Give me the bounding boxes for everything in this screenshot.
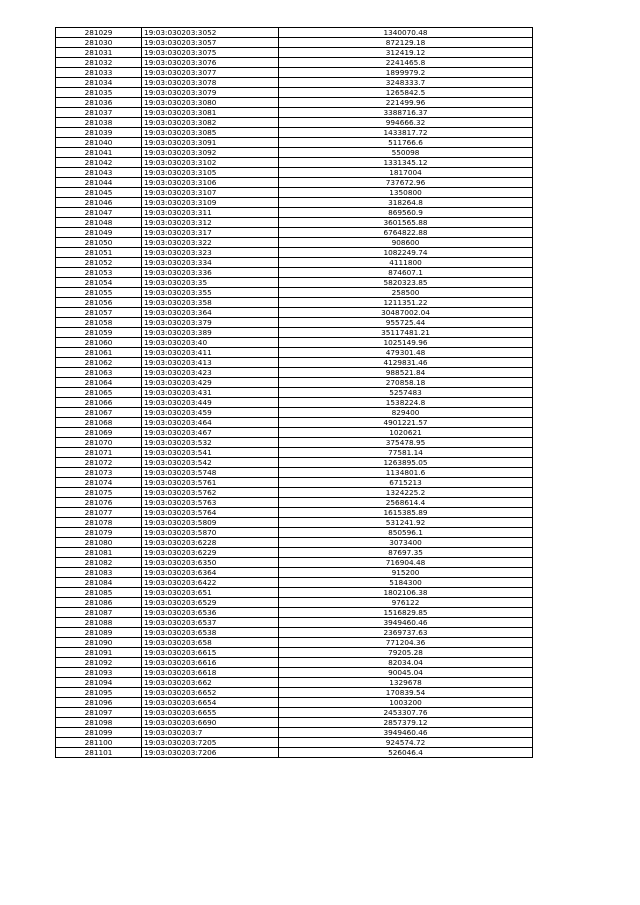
table-row [56, 188, 533, 198]
table-row [56, 518, 533, 528]
cadastral-number-cell: 19:03:030203:6616 [142, 658, 279, 668]
table-row [56, 248, 533, 258]
cadastral-number-cell: 19:03:030203:3109 [142, 198, 279, 208]
cadastral-number-cell: 19:03:030203:542 [142, 458, 279, 468]
cadastral-number-cell: 19:03:030203:6228 [142, 538, 279, 548]
value-cell: 3248333.7 [279, 78, 533, 88]
table-row [56, 688, 533, 698]
cadastral-number-cell: 19:03:030203:6615 [142, 648, 279, 658]
row-number-cell: 281044 [56, 178, 142, 188]
table-row [56, 538, 533, 548]
cadastral-number-cell: 19:03:030203:429 [142, 378, 279, 388]
value-cell: 6764822.88 [279, 228, 533, 238]
row-number-cell: 281064 [56, 378, 142, 388]
table-row [56, 368, 533, 378]
value-cell: 1802106.38 [279, 588, 533, 598]
row-number-cell: 281067 [56, 408, 142, 418]
cadastral-number-cell: 19:03:030203:40 [142, 338, 279, 348]
table-row [56, 178, 533, 188]
value-cell: 2453307.76 [279, 708, 533, 718]
row-number-cell: 281051 [56, 248, 142, 258]
table-row [56, 318, 533, 328]
value-cell: 829400 [279, 408, 533, 418]
row-number-cell: 281073 [56, 468, 142, 478]
row-number-cell: 281041 [56, 148, 142, 158]
table-row [56, 148, 533, 158]
cadastral-number-cell: 19:03:030203:467 [142, 428, 279, 438]
cadastral-number-cell: 19:03:030203:3057 [142, 38, 279, 48]
cadastral-number-cell: 19:03:030203:3082 [142, 118, 279, 128]
row-number-cell: 281075 [56, 488, 142, 498]
value-cell: 170839.54 [279, 688, 533, 698]
table-row [56, 628, 533, 638]
cadastral-number-cell: 19:03:030203:651 [142, 588, 279, 598]
cadastral-number-cell: 19:03:030203:658 [142, 638, 279, 648]
table-row [56, 678, 533, 688]
table-row [56, 648, 533, 658]
cadastral-number-cell: 19:03:030203:3106 [142, 178, 279, 188]
cadastral-number-cell: 19:03:030203:3075 [142, 48, 279, 58]
row-number-cell: 281076 [56, 498, 142, 508]
table-row [56, 608, 533, 618]
cadastral-number-cell: 19:03:030203:532 [142, 438, 279, 448]
row-number-cell: 281081 [56, 548, 142, 558]
value-cell: 6715213 [279, 478, 533, 488]
cadastral-number-cell: 19:03:030203:379 [142, 318, 279, 328]
cadastral-number-cell: 19:03:030203:411 [142, 348, 279, 358]
row-number-cell: 281034 [56, 78, 142, 88]
table-row [56, 658, 533, 668]
value-cell: 1433817.72 [279, 128, 533, 138]
table-row [56, 408, 533, 418]
cadastral-number-cell: 19:03:030203:3102 [142, 158, 279, 168]
cadastral-number-cell: 19:03:030203:6654 [142, 698, 279, 708]
row-number-cell: 281083 [56, 568, 142, 578]
cadastral-number-cell: 19:03:030203:6536 [142, 608, 279, 618]
value-cell: 3949460.46 [279, 728, 533, 738]
row-number-cell: 281093 [56, 668, 142, 678]
row-number-cell: 281077 [56, 508, 142, 518]
cadastral-number-cell: 19:03:030203:459 [142, 408, 279, 418]
cadastral-number-cell: 19:03:030203:5748 [142, 468, 279, 478]
row-number-cell: 281038 [56, 118, 142, 128]
value-cell: 90045.04 [279, 668, 533, 678]
value-cell: 526046.4 [279, 748, 533, 758]
value-cell: 82034.04 [279, 658, 533, 668]
row-number-cell: 281055 [56, 288, 142, 298]
value-cell: 716904.48 [279, 558, 533, 568]
table-row [56, 88, 533, 98]
row-number-cell: 281040 [56, 138, 142, 148]
table-row [56, 578, 533, 588]
value-cell: 221499.96 [279, 98, 533, 108]
row-number-cell: 281060 [56, 338, 142, 348]
value-cell: 258500 [279, 288, 533, 298]
value-cell: 1329678 [279, 678, 533, 688]
value-cell: 5820323.85 [279, 278, 533, 288]
cadastral-number-cell: 19:03:030203:662 [142, 678, 279, 688]
row-number-cell: 281042 [56, 158, 142, 168]
table-row [56, 618, 533, 628]
cadastral-number-cell: 19:03:030203:3105 [142, 168, 279, 178]
cadastral-number-cell: 19:03:030203:5763 [142, 498, 279, 508]
table-row [56, 638, 533, 648]
table-row [56, 238, 533, 248]
table-row [56, 338, 533, 348]
value-cell: 737672.96 [279, 178, 533, 188]
value-cell: 1082249.74 [279, 248, 533, 258]
cadastral-number-cell: 19:03:030203:3092 [142, 148, 279, 158]
row-number-cell: 281033 [56, 68, 142, 78]
value-cell: 3949460.46 [279, 618, 533, 628]
table-row [56, 528, 533, 538]
table-row [56, 438, 533, 448]
table-row [56, 208, 533, 218]
row-number-cell: 281066 [56, 398, 142, 408]
table-row [56, 118, 533, 128]
row-number-cell: 281085 [56, 588, 142, 598]
row-number-cell: 281035 [56, 88, 142, 98]
value-cell: 4111800 [279, 258, 533, 268]
table-row [56, 698, 533, 708]
value-cell: 955725.44 [279, 318, 533, 328]
cadastral-number-cell: 19:03:030203:7206 [142, 748, 279, 758]
row-number-cell: 281050 [56, 238, 142, 248]
row-number-cell: 281049 [56, 228, 142, 238]
value-cell: 479301.48 [279, 348, 533, 358]
row-number-cell: 281048 [56, 218, 142, 228]
value-cell: 1263895.05 [279, 458, 533, 468]
table-row [56, 748, 533, 758]
row-number-cell: 281068 [56, 418, 142, 428]
table-row [56, 268, 533, 278]
cadastral-number-cell: 19:03:030203:6422 [142, 578, 279, 588]
table-row [56, 38, 533, 48]
value-cell: 869560.9 [279, 208, 533, 218]
value-cell: 1025149.96 [279, 338, 533, 348]
table-row [56, 328, 533, 338]
row-number-cell: 281098 [56, 718, 142, 728]
table-row [56, 28, 533, 38]
cadastral-number-cell: 19:03:030203:7205 [142, 738, 279, 748]
row-number-cell: 281101 [56, 748, 142, 758]
value-cell: 1134801.6 [279, 468, 533, 478]
value-cell: 270858.18 [279, 378, 533, 388]
value-cell: 2241465.8 [279, 58, 533, 68]
row-number-cell: 281070 [56, 438, 142, 448]
row-number-cell: 281059 [56, 328, 142, 338]
row-number-cell: 281053 [56, 268, 142, 278]
value-cell: 318264.8 [279, 198, 533, 208]
row-number-cell: 281063 [56, 368, 142, 378]
value-cell: 1331345.12 [279, 158, 533, 168]
table-row [56, 428, 533, 438]
row-number-cell: 281080 [56, 538, 142, 548]
value-cell: 872129.18 [279, 38, 533, 48]
row-number-cell: 281029 [56, 28, 142, 38]
table-row [56, 198, 533, 208]
value-cell: 30487002.04 [279, 308, 533, 318]
table-row [56, 508, 533, 518]
cadastral-number-cell: 19:03:030203:3091 [142, 138, 279, 148]
row-number-cell: 281096 [56, 698, 142, 708]
value-cell: 312419.12 [279, 48, 533, 58]
value-cell: 5184300 [279, 578, 533, 588]
cadastral-number-cell: 19:03:030203:317 [142, 228, 279, 238]
row-number-cell: 281062 [56, 358, 142, 368]
value-cell: 1324225.2 [279, 488, 533, 498]
row-number-cell: 281094 [56, 678, 142, 688]
cadastral-number-cell: 19:03:030203:6364 [142, 568, 279, 578]
table-row [56, 668, 533, 678]
row-number-cell: 281056 [56, 298, 142, 308]
value-cell: 2369737.63 [279, 628, 533, 638]
table-row [56, 358, 533, 368]
cadastral-number-cell: 19:03:030203:413 [142, 358, 279, 368]
row-number-cell: 281097 [56, 708, 142, 718]
data-table [55, 27, 533, 758]
cadastral-number-cell: 19:03:030203:3052 [142, 28, 279, 38]
table-row [56, 738, 533, 748]
row-number-cell: 281052 [56, 258, 142, 268]
table-row [56, 308, 533, 318]
table-row [56, 598, 533, 608]
cadastral-number-cell: 19:03:030203:312 [142, 218, 279, 228]
cadastral-number-cell: 19:03:030203:6538 [142, 628, 279, 638]
table-row [56, 138, 533, 148]
cadastral-number-cell: 19:03:030203:6655 [142, 708, 279, 718]
table-row [56, 348, 533, 358]
value-cell: 550098 [279, 148, 533, 158]
cadastral-number-cell: 19:03:030203:5762 [142, 488, 279, 498]
table-row [56, 718, 533, 728]
value-cell: 3073400 [279, 538, 533, 548]
table-row [56, 158, 533, 168]
value-cell: 5257483 [279, 388, 533, 398]
cadastral-number-cell: 19:03:030203:3107 [142, 188, 279, 198]
value-cell: 1538224.8 [279, 398, 533, 408]
value-cell: 1020621 [279, 428, 533, 438]
table-row [56, 108, 533, 118]
row-number-cell: 281036 [56, 98, 142, 108]
row-number-cell: 281087 [56, 608, 142, 618]
cadastral-number-cell: 19:03:030203:322 [142, 238, 279, 248]
table-row [56, 548, 533, 558]
table-row [56, 478, 533, 488]
cadastral-number-cell: 19:03:030203:6690 [142, 718, 279, 728]
value-cell: 87697.35 [279, 548, 533, 558]
value-cell: 771204.36 [279, 638, 533, 648]
cadastral-number-cell: 19:03:030203:5809 [142, 518, 279, 528]
cadastral-number-cell: 19:03:030203:3077 [142, 68, 279, 78]
table-row [56, 448, 533, 458]
table-row [56, 398, 533, 408]
row-number-cell: 281082 [56, 558, 142, 568]
value-cell: 511766.6 [279, 138, 533, 148]
table-row [56, 378, 533, 388]
row-number-cell: 281078 [56, 518, 142, 528]
cadastral-number-cell: 19:03:030203:3078 [142, 78, 279, 88]
value-cell: 1211351.22 [279, 298, 533, 308]
cadastral-number-cell: 19:03:030203:431 [142, 388, 279, 398]
table-row [56, 78, 533, 88]
cadastral-number-cell: 19:03:030203:6350 [142, 558, 279, 568]
table-row [56, 458, 533, 468]
row-number-cell: 281095 [56, 688, 142, 698]
row-number-cell: 281045 [56, 188, 142, 198]
value-cell: 924574.72 [279, 738, 533, 748]
row-number-cell: 281100 [56, 738, 142, 748]
table-row [56, 298, 533, 308]
table-row [56, 468, 533, 478]
table-row [56, 288, 533, 298]
row-number-cell: 281047 [56, 208, 142, 218]
cadastral-number-cell: 19:03:030203:358 [142, 298, 279, 308]
value-cell: 874607.1 [279, 268, 533, 278]
row-number-cell: 281046 [56, 198, 142, 208]
cadastral-number-cell: 19:03:030203:323 [142, 248, 279, 258]
value-cell: 77581.14 [279, 448, 533, 458]
table-row [56, 388, 533, 398]
table-row [56, 168, 533, 178]
value-cell: 531241.92 [279, 518, 533, 528]
cadastral-number-cell: 19:03:030203:449 [142, 398, 279, 408]
table-row [56, 708, 533, 718]
row-number-cell: 281099 [56, 728, 142, 738]
cadastral-number-cell: 19:03:030203:3081 [142, 108, 279, 118]
table-row [56, 48, 533, 58]
row-number-cell: 281030 [56, 38, 142, 48]
row-number-cell: 281039 [56, 128, 142, 138]
table-row [56, 128, 533, 138]
row-number-cell: 281031 [56, 48, 142, 58]
row-number-cell: 281074 [56, 478, 142, 488]
cadastral-number-cell: 19:03:030203:389 [142, 328, 279, 338]
row-number-cell: 281092 [56, 658, 142, 668]
cadastral-number-cell: 19:03:030203:334 [142, 258, 279, 268]
value-cell: 1265842.5 [279, 88, 533, 98]
row-number-cell: 281086 [56, 598, 142, 608]
row-number-cell: 281054 [56, 278, 142, 288]
cadastral-number-cell: 19:03:030203:6229 [142, 548, 279, 558]
value-cell: 3388716.37 [279, 108, 533, 118]
cadastral-number-cell: 19:03:030203:35 [142, 278, 279, 288]
cadastral-number-cell: 19:03:030203:311 [142, 208, 279, 218]
cadastral-number-cell: 19:03:030203:5870 [142, 528, 279, 538]
table-row [56, 258, 533, 268]
row-number-cell: 281079 [56, 528, 142, 538]
cadastral-number-cell: 19:03:030203:6652 [142, 688, 279, 698]
cadastral-number-cell: 19:03:030203:5761 [142, 478, 279, 488]
value-cell: 1817004 [279, 168, 533, 178]
value-cell: 1615385.89 [279, 508, 533, 518]
value-cell: 908600 [279, 238, 533, 248]
row-number-cell: 281065 [56, 388, 142, 398]
cadastral-number-cell: 19:03:030203:3085 [142, 128, 279, 138]
value-cell: 850596.1 [279, 528, 533, 538]
cadastral-number-cell: 19:03:030203:336 [142, 268, 279, 278]
cadastral-number-cell: 19:03:030203:364 [142, 308, 279, 318]
row-number-cell: 281088 [56, 618, 142, 628]
value-cell: 4129831.46 [279, 358, 533, 368]
table-row [56, 498, 533, 508]
table-row [56, 278, 533, 288]
row-number-cell: 281061 [56, 348, 142, 358]
value-cell: 375478.95 [279, 438, 533, 448]
value-cell: 1003200 [279, 698, 533, 708]
cadastral-number-cell: 19:03:030203:541 [142, 448, 279, 458]
cadastral-number-cell: 19:03:030203:464 [142, 418, 279, 428]
row-number-cell: 281057 [56, 308, 142, 318]
table-row [56, 728, 533, 738]
row-number-cell: 281032 [56, 58, 142, 68]
cadastral-number-cell: 19:03:030203:3076 [142, 58, 279, 68]
row-number-cell: 281089 [56, 628, 142, 638]
row-number-cell: 281091 [56, 648, 142, 658]
value-cell: 79205.28 [279, 648, 533, 658]
cadastral-number-cell: 19:03:030203:423 [142, 368, 279, 378]
table-row [56, 228, 533, 238]
table-row [56, 488, 533, 498]
table-row [56, 418, 533, 428]
cadastral-number-cell: 19:03:030203:3079 [142, 88, 279, 98]
row-number-cell: 281071 [56, 448, 142, 458]
row-number-cell: 281058 [56, 318, 142, 328]
value-cell: 35117481.21 [279, 328, 533, 338]
row-number-cell: 281090 [56, 638, 142, 648]
cadastral-number-cell: 19:03:030203:6537 [142, 618, 279, 628]
row-number-cell: 281069 [56, 428, 142, 438]
cadastral-number-cell: 19:03:030203:355 [142, 288, 279, 298]
value-cell: 1516829.85 [279, 608, 533, 618]
value-cell: 1899979.2 [279, 68, 533, 78]
table-row [56, 218, 533, 228]
value-cell: 994666.32 [279, 118, 533, 128]
cadastral-number-cell: 19:03:030203:7 [142, 728, 279, 738]
cadastral-number-cell: 19:03:030203:6529 [142, 598, 279, 608]
row-number-cell: 281084 [56, 578, 142, 588]
value-cell: 988521.84 [279, 368, 533, 378]
value-cell: 2568614.4 [279, 498, 533, 508]
value-cell: 1350800 [279, 188, 533, 198]
table-row [56, 98, 533, 108]
table-row [56, 68, 533, 78]
row-number-cell: 281072 [56, 458, 142, 468]
table-row [56, 568, 533, 578]
row-number-cell: 281037 [56, 108, 142, 118]
table-body [56, 28, 533, 758]
table-row [56, 58, 533, 68]
value-cell: 1340070.48 [279, 28, 533, 38]
value-cell: 915200 [279, 568, 533, 578]
table-row [56, 588, 533, 598]
value-cell: 3601565.88 [279, 218, 533, 228]
cadastral-number-cell: 19:03:030203:5764 [142, 508, 279, 518]
cadastral-number-cell: 19:03:030203:6618 [142, 668, 279, 678]
value-cell: 2857379.12 [279, 718, 533, 728]
cadastral-number-cell: 19:03:030203:3080 [142, 98, 279, 108]
table-row [56, 558, 533, 568]
value-cell: 976122 [279, 598, 533, 608]
value-cell: 4901221.57 [279, 418, 533, 428]
row-number-cell: 281043 [56, 168, 142, 178]
